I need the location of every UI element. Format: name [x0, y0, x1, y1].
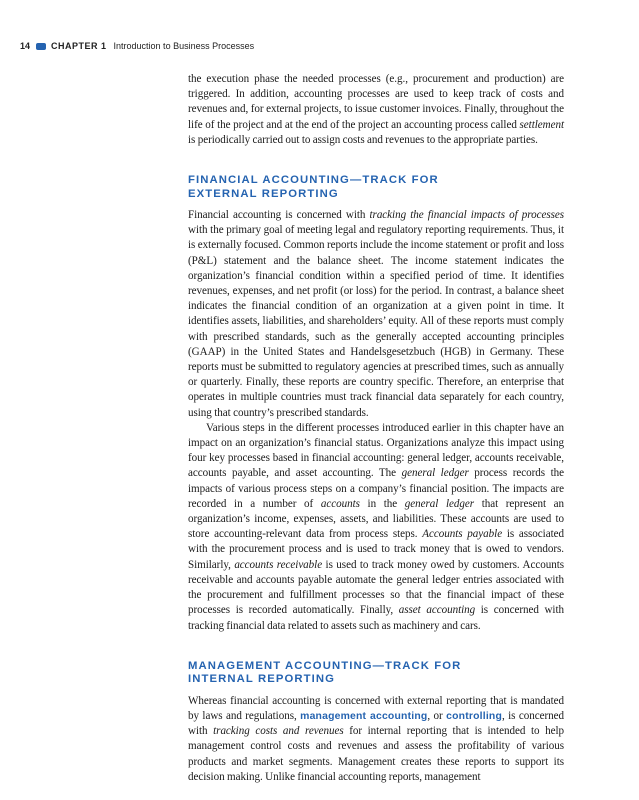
- text-run: Various steps in the different processes introduced earlier in this chapter have an impact on an organization’s financial status. Organizations analyze this impact using four key processes based in financial accounting: general ledger, accounts receivable, accounts payable, and asset accounting. The: [188, 421, 564, 480]
- heading-line: INTERNAL REPORTING: [188, 673, 336, 686]
- section-heading-financial-accounting: [188, 174, 564, 201]
- text-column: [188, 72, 564, 785]
- text-run: that represent an organization’s income, expenses, assets, and liabilities. These accounts are used to store accounting-relevant data from process steps.: [188, 497, 565, 541]
- term-accounts-payable: Accounts payable: [422, 528, 503, 541]
- text-run: is concerned with tracking financial data related to assets such as machinery and cars.: [188, 604, 564, 632]
- text-run: the execution phase the needed processes (e.g., procurement and production) are triggered. In addition, accounting processes are used to keep track of costs and revenues and, for external projects, to issue customer invoices. Finally, throughout the life of the project and at the end of the project an accounting process called: [188, 73, 564, 131]
- chapter-title: Introduction to Business Processes: [113, 41, 255, 51]
- term-general-ledger: general ledger: [404, 497, 475, 510]
- text-run: with the primary goal of meeting legal and regulatory reporting requirements. Thus, it is externally focused. Common reports include the income statement or profit and loss (P&L) statement and the balance sheet. The income statement indicates the organization’s financial condition within a specified period of time. It identifies revenues, expenses, and net profit (or loss) for the period. In contrast, a balance sheet indicates the financial condition of an organization at a given point in time. It identifies assets, liabilities, and shareholders’ equity. All of these reports must comply with prescribed standards, such as the generally accepted accounting principles (GAAP) in the United States and Handelsgesetzbuch (HGB) in Germany. These reports must be submitted to regulatory agencies at prescribed times, such as annually or quarterly. Finally, these reports are country specific. Therefore, an enterprise that operates in multiple countries must track financial data separately for each country, using that country’s prescribed standards.: [188, 224, 564, 419]
- text-run: Whereas financial accounting is concerned with external reporting that is mandated by laws and regulations,: [188, 694, 564, 722]
- financial-accounting-paragraph-2: [188, 421, 564, 634]
- heading-line: FINANCIAL ACCOUNTING—TRACK FOR: [188, 174, 439, 187]
- text-run: in the: [359, 497, 405, 510]
- page-number: 14: [20, 41, 31, 51]
- financial-accounting-paragraph-1: [188, 208, 564, 421]
- key-term-controlling: controlling: [446, 710, 503, 722]
- chapter-marker-icon: [36, 43, 46, 50]
- text-run: , is concerned with: [188, 709, 564, 738]
- term-settlement: settlement: [519, 118, 564, 131]
- management-accounting-paragraph-1: [188, 694, 564, 785]
- term-general-ledger: general ledger: [401, 467, 469, 480]
- heading-line: MANAGEMENT ACCOUNTING—TRACK FOR: [188, 659, 462, 672]
- term-asset-accounting: asset accounting: [398, 604, 476, 617]
- text-run: is associated with the procurement process and is used to track money that is owed to vendors. Similarly,: [188, 528, 564, 571]
- intro-paragraph: [188, 72, 564, 148]
- heading-line: EXTERNAL REPORTING: [188, 187, 339, 200]
- section-heading-management-accounting: [188, 660, 564, 687]
- running-head: [20, 39, 254, 53]
- text-run: process records the impacts of various process steps on a company’s financial position. The impacts are recorded in a number of: [188, 467, 564, 510]
- chapter-label: CHAPTER 1: [51, 41, 107, 51]
- text-run: is used to track money owed by customers. Accounts receivable and accounts payable automate the general ledger entries associated with the procurement and fulfillment processes so that the financial impact of these processes is recorded automatically. Finally,: [188, 558, 564, 617]
- term-tracking-costs-and-revenues: tracking costs and revenues: [213, 725, 344, 738]
- key-term-management-accounting: management accounting: [300, 710, 428, 722]
- text-run: , or: [427, 709, 447, 722]
- term-accounts: accounts: [320, 497, 360, 510]
- term-accounts-receivable: accounts receivable: [234, 558, 323, 571]
- term-tracking-financial-impacts: tracking the financial impacts of processes: [369, 209, 564, 222]
- text-run: Financial accounting is concerned with: [188, 209, 370, 222]
- text-run: is periodically carried out to assign costs and revenues to the appropriate parties.: [188, 133, 538, 146]
- text-run: for internal reporting that is intended to help management control costs and revenues and assess the profitability of various products and market segments. Management creates these reports to support its decision making. Unlike financial accounting reports, management: [188, 725, 564, 783]
